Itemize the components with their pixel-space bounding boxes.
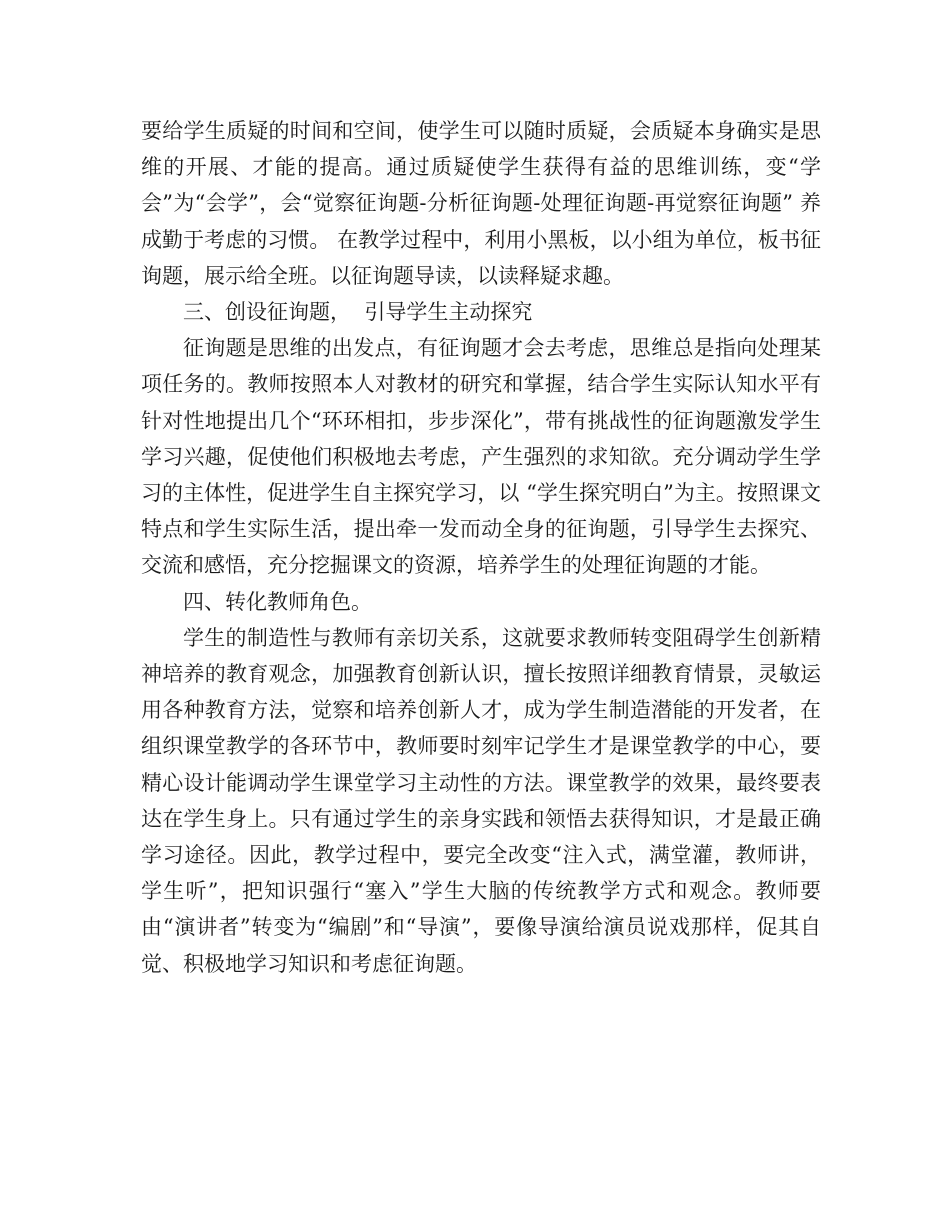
body-paragraph-1: 要给学生质疑的时间和空间，使学生可以随时质疑，会质疑本身确实是思维的开展、才能的提高。通过质疑使学生获得有益的思维训练，变“学会”为“会学”，会“觉察征询题-分析征询题-处理征询题-再觉察征询题” 养成勤于考虑的习惯。 在教学过程中，利用小黑板，以小组为单位，板书征询题，展示给全班。以征询题导读，以读释疑求趣。 bbox=[141, 119, 821, 288]
body-paragraph-2: 征询题是思维的出发点，有征询题才会去考虑，思维总是指向处理某项任务的。教师按照本人对教材的研究和掌握，结合学生实际认知水平有针对性地提出几个“环环相扣，步步深化”，带有挑战性的征询题激发学生学习兴趣，促使他们积极地去考虑，产生强烈的求知欲。充分调动学生学习的主体性，促进学生自主探究学习，以 “学生探究明白”为主。按照课文特点和学生实际生活，提出牵一发而动全身的征询题，引导学生去探究、交流和感悟，充分挖掘课文的资源，培养学生的处理征询题的才能。 bbox=[141, 336, 821, 578]
section-heading-4: 四、转化教师角色。 bbox=[183, 589, 372, 614]
body-paragraph-3: 学生的制造性与教师有亲切关系，这就要求教师转变阻碍学生创新精神培养的教育观念，加强教育创新认识，擅长按照详细教育情景，灵敏运用各种教育方法，觉察和培养创新人才，成为学生制造潜能的开发者，在组织课堂教学的各环节中，教师要时刻牢记学生才是课堂教学的中心，要精心设计能调动学生课堂学习主动性的方法。课堂教学的效果，最终要表达在学生身上。只有通过学生的亲身实践和领悟去获得知识，才是最正确学习途径。因此，教学过程中，要完全改变“注入式，满堂灌，教师讲，学生听”，把知识强行“塞入”学生大脑的传统教学方式和观念。教师要由“演讲者”转变为“编剧”和“导演”，要像导演给演员说戏那样，促其自觉、积极地学习知识和考虑征询题。 bbox=[141, 625, 821, 976]
document-page bbox=[141, 113, 821, 982]
section-heading-3: 三、创设征询题， 引导学生主动探究 bbox=[183, 300, 533, 325]
